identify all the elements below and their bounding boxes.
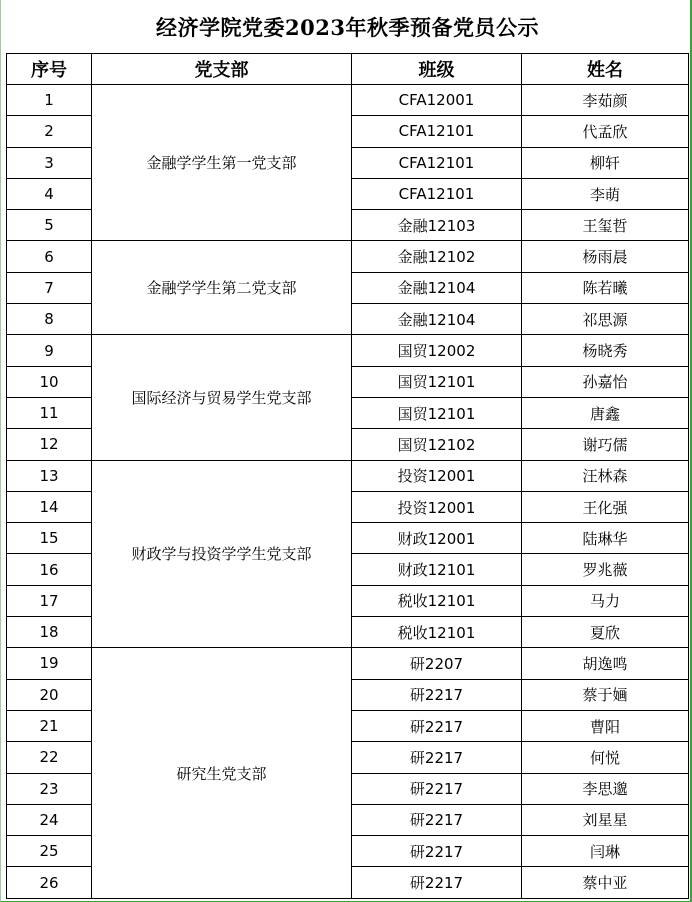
name-cell[interactable]: 祁思源 xyxy=(522,304,689,335)
seq-cell[interactable]: 23 xyxy=(7,773,92,804)
class-cell[interactable]: 税收12101 xyxy=(352,585,522,616)
class-cell[interactable]: 国贸12002 xyxy=(352,335,522,366)
seq-cell[interactable]: 10 xyxy=(7,366,92,397)
header-branch[interactable]: 党支部 xyxy=(92,54,352,85)
seq-cell[interactable]: 22 xyxy=(7,742,92,773)
name-cell[interactable]: 孙嘉怡 xyxy=(522,366,689,397)
name-cell[interactable]: 闫琳 xyxy=(522,836,689,867)
header-class[interactable]: 班级 xyxy=(352,54,522,85)
seq-cell[interactable]: 4 xyxy=(7,178,92,209)
name-cell[interactable]: 胡逸鸣 xyxy=(522,648,689,679)
header-row xyxy=(7,54,689,85)
name-cell[interactable]: 马力 xyxy=(522,585,689,616)
class-cell[interactable]: 国贸12102 xyxy=(352,429,522,460)
seq-cell[interactable]: 1 xyxy=(7,85,92,116)
class-cell[interactable]: 金融12104 xyxy=(352,304,522,335)
name-cell[interactable]: 何悦 xyxy=(522,742,689,773)
seq-cell[interactable]: 5 xyxy=(7,210,92,241)
table-row xyxy=(7,460,689,491)
name-cell[interactable]: 曹阳 xyxy=(522,710,689,741)
class-cell[interactable]: 研2217 xyxy=(352,804,522,835)
seq-cell[interactable]: 24 xyxy=(7,804,92,835)
seq-cell[interactable]: 25 xyxy=(7,836,92,867)
class-cell[interactable]: 金融12104 xyxy=(352,272,522,303)
seq-cell[interactable]: 12 xyxy=(7,429,92,460)
branch-cell[interactable]: 国际经济与贸易学生党支部 xyxy=(92,335,352,460)
name-cell[interactable]: 夏欣 xyxy=(522,617,689,648)
seq-cell[interactable]: 20 xyxy=(7,679,92,710)
name-cell[interactable]: 蔡中亚 xyxy=(522,867,689,898)
table-row xyxy=(7,335,689,366)
seq-cell[interactable]: 3 xyxy=(7,147,92,178)
class-cell[interactable]: 投资12001 xyxy=(352,491,522,522)
seq-cell[interactable]: 11 xyxy=(7,397,92,428)
class-cell[interactable]: 研2217 xyxy=(352,710,522,741)
branch-cell[interactable]: 财政学与投资学学生党支部 xyxy=(92,460,352,648)
seq-cell[interactable]: 16 xyxy=(7,554,92,585)
header-seq[interactable]: 序号 xyxy=(7,54,92,85)
name-cell[interactable]: 杨晓秀 xyxy=(522,335,689,366)
name-cell[interactable]: 汪林森 xyxy=(522,460,689,491)
class-cell[interactable]: 国贸12101 xyxy=(352,397,522,428)
class-cell[interactable]: 研2217 xyxy=(352,773,522,804)
table-row xyxy=(7,85,689,116)
seq-cell[interactable]: 6 xyxy=(7,241,92,272)
seq-cell[interactable]: 18 xyxy=(7,617,92,648)
branch-cell[interactable]: 金融学学生第一党支部 xyxy=(92,85,352,241)
name-cell[interactable]: 陆琳华 xyxy=(522,523,689,554)
name-cell[interactable]: 李茹颜 xyxy=(522,85,689,116)
class-cell[interactable]: 研2217 xyxy=(352,742,522,773)
seq-cell[interactable]: 21 xyxy=(7,710,92,741)
seq-cell[interactable]: 26 xyxy=(7,867,92,898)
header-name[interactable]: 姓名 xyxy=(522,54,689,85)
class-cell[interactable]: CFA12101 xyxy=(352,147,522,178)
seq-cell[interactable]: 2 xyxy=(7,116,92,147)
name-cell[interactable]: 王玺哲 xyxy=(522,210,689,241)
seq-cell[interactable]: 15 xyxy=(7,523,92,554)
page-title[interactable]: 经济学院党委2023年秋季预备党员公示 xyxy=(7,0,689,54)
seq-cell[interactable]: 9 xyxy=(7,335,92,366)
branch-cell[interactable]: 金融学学生第二党支部 xyxy=(92,241,352,335)
name-cell[interactable]: 陈若曦 xyxy=(522,272,689,303)
name-cell[interactable]: 李萌 xyxy=(522,178,689,209)
table-row xyxy=(7,241,689,272)
seq-cell[interactable]: 8 xyxy=(7,304,92,335)
class-cell[interactable]: 财政12001 xyxy=(352,523,522,554)
name-cell[interactable]: 罗兆薇 xyxy=(522,554,689,585)
class-cell[interactable]: 研2207 xyxy=(352,648,522,679)
title-row xyxy=(7,0,689,54)
seq-cell[interactable]: 13 xyxy=(7,460,92,491)
seq-cell[interactable]: 19 xyxy=(7,648,92,679)
name-cell[interactable]: 谢巧儒 xyxy=(522,429,689,460)
class-cell[interactable]: 研2217 xyxy=(352,679,522,710)
class-cell[interactable]: 研2217 xyxy=(352,867,522,898)
class-cell[interactable]: 财政12101 xyxy=(352,554,522,585)
class-cell[interactable]: CFA12101 xyxy=(352,116,522,147)
class-cell[interactable]: 国贸12101 xyxy=(352,366,522,397)
class-cell[interactable]: CFA12001 xyxy=(352,85,522,116)
name-cell[interactable]: 蔡于婳 xyxy=(522,679,689,710)
table-row xyxy=(7,648,689,679)
name-cell[interactable]: 代孟欣 xyxy=(522,116,689,147)
name-cell[interactable]: 李思邈 xyxy=(522,773,689,804)
class-cell[interactable]: 投资12001 xyxy=(352,460,522,491)
class-cell[interactable]: 金融12103 xyxy=(352,210,522,241)
class-cell[interactable]: 金融12102 xyxy=(352,241,522,272)
candidate-table xyxy=(6,0,689,899)
name-cell[interactable]: 柳轩 xyxy=(522,147,689,178)
branch-cell[interactable]: 研究生党支部 xyxy=(92,648,352,898)
seq-cell[interactable]: 7 xyxy=(7,272,92,303)
name-cell[interactable]: 王化强 xyxy=(522,491,689,522)
name-cell[interactable]: 杨雨晨 xyxy=(522,241,689,272)
class-cell[interactable]: 研2217 xyxy=(352,836,522,867)
class-cell[interactable]: CFA12101 xyxy=(352,178,522,209)
name-cell[interactable]: 唐鑫 xyxy=(522,397,689,428)
name-cell[interactable]: 刘星星 xyxy=(522,804,689,835)
class-cell[interactable]: 税收12101 xyxy=(352,617,522,648)
seq-cell[interactable]: 14 xyxy=(7,491,92,522)
seq-cell[interactable]: 17 xyxy=(7,585,92,616)
